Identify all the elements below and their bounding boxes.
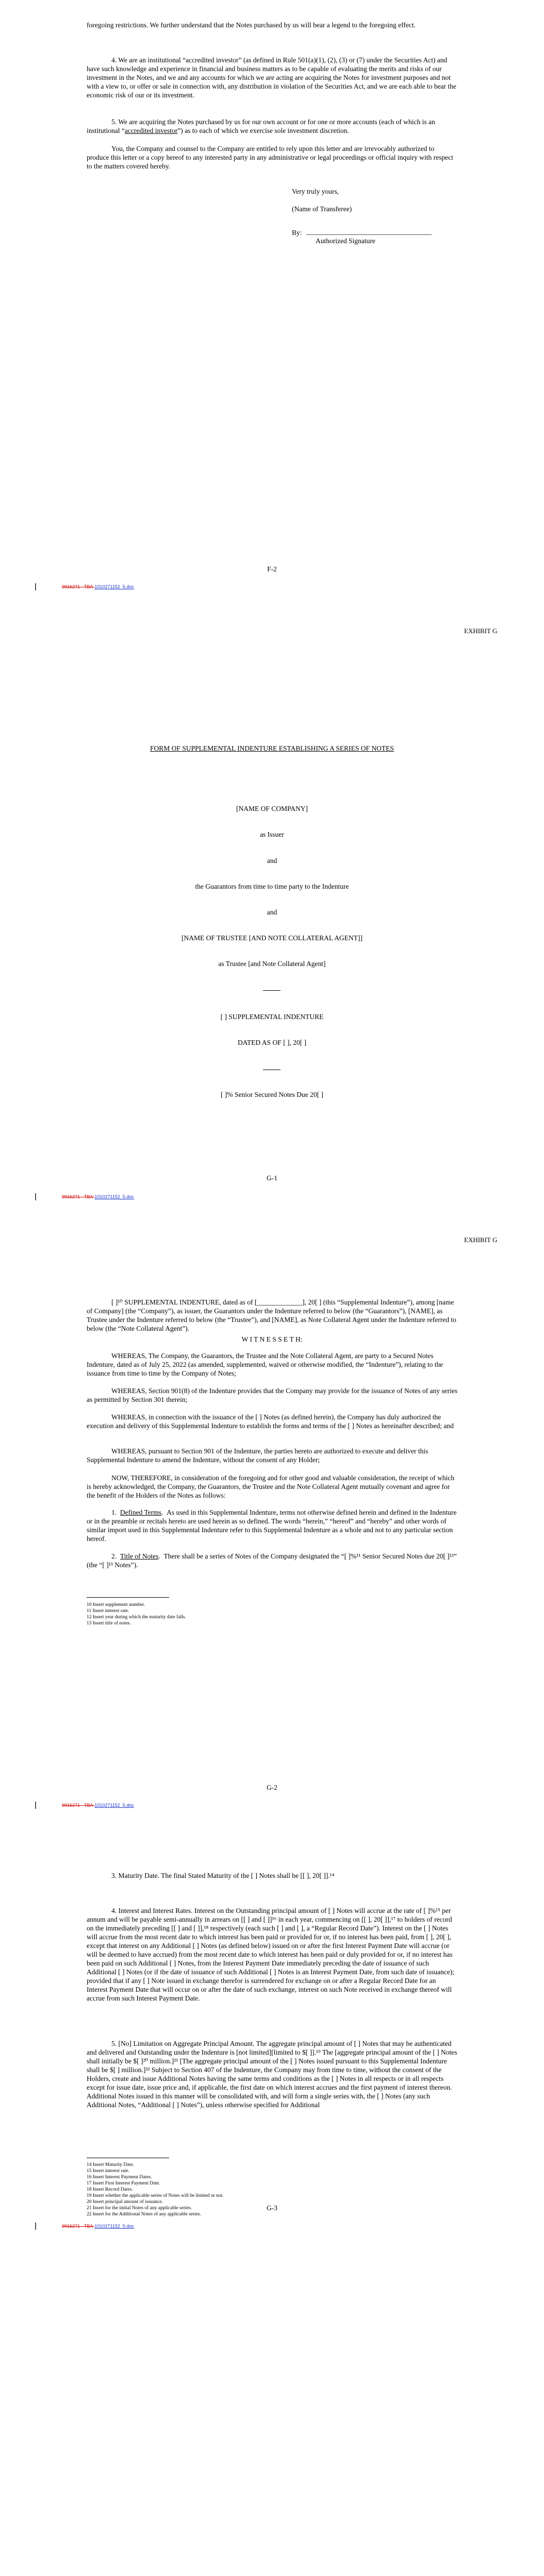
document-id-footer: 9916271 · TBA-1010271152_5.doc (62, 584, 134, 589)
whereas-clause-4: WHEREAS, pursuant to Section 901 of the Indenture, the parties hereto are authorized to execute and deliver this Supplemental Indenture to amend the Indenture, without the consent of any Holder; (87, 1447, 428, 1464)
divider-rule (263, 990, 281, 991)
section-3-maturity-date: 3. Maturity Date. The final Stated Maturity of the [ ] Notes shall be [[ ], 20[ ]].¹⁴ (111, 1872, 335, 1879)
document-id-footer: 9916271 · TBA-1010271152_5.doc (62, 1803, 134, 1808)
change-bar (35, 1193, 36, 1200)
page-number-f2: F-2 (267, 565, 277, 573)
indenture-intro: [ ]¹⁰ SUPPLEMENTAL INDENTURE, dated as of [_____________], 20[ ] (this “Supplemental Indenture”), among [name of Company] (the “Company”), as issuer, the Guarantors under the Indenture referred to below (the “Guarantors”), [NAME], as Trustee under the Indenture referred to below (the “Trustee”), and [NAME], as Note Collateral Agent under the Indenture referred to below (the “Note Collateral Agent”). (87, 1298, 456, 1332)
exhibit-label: EXHIBIT G (464, 627, 498, 635)
section-4-interest-rates: 4. Interest and Interest Rates. Interest on the Outstanding principal amount of [ ] Notes will accrue at the rate of [ ]%¹⁵ per annum and will be payable semi-annually in arrears on [[ ] and [ ]]¹⁶ in each year, commencing on [[ ], 20[ ]],¹⁷ to holders of record on the immediately preceding [[ ] and [ ]],¹⁸ respectively (each such [ ] and [ ], a “Regular Record Date”). Interest on the [ ] Notes will accrue from the most recent date to which interest has been paid or provided for or, if no interest has been paid, from [ ], 20[ ], except that interest on any Additional [ ] Notes (as defined below) issued on or after the first Interest Payment Date will accrue (or will be deemed to have accrued) from the most recent date to which interest has been paid or duly provided for or, if no interest has been paid on such Additional [ ] Notes, from the Interest Payment Date immediately preceding the date of issuance of such Additional [ ] Notes (or if the date of issuance of such Additional [ ] Notes is an Interest Payment Date, from such date of issuance); provided that if any [ ] Note issued in exchange therefor is surrendered for exchange on or after a Regular Record Date for an Interest Payment Date that will occur on or after the date of such exchange, interest on such Note received in exchange thereof will accrue from such Interest Payment Date. (87, 1907, 455, 2002)
dated-as-of: DATED AS OF [ ], 20[ ] (237, 1039, 307, 1046)
footnote-17: 17 Insert First Interest Payment Date. (87, 2181, 160, 2186)
whereas-clause-2: WHEREAS, Section 901(8) of the Indenture provides that the Company may provide for the issuance of Notes of any series as permitted by Section 301 therein; (87, 1387, 458, 1403)
footnote-15: 15 Insert interest rate. (87, 2168, 129, 2174)
footnote-21: 21 Insert for the initial Notes of any applicable series. (87, 2206, 192, 2211)
whereas-clause-3: WHEREAS, in connection with the issuance of the [ ] Notes (as defined herein), the Company has duly authorized the execution and delivery of this Supplemental Indenture to establish the forms and terms of the [ ] Notes as hereinafter described; and (87, 1413, 454, 1430)
company-name-placeholder: [NAME OF COMPANY] (236, 805, 308, 812)
footnotes-g2 (87, 1602, 448, 1626)
closing-salutation: Very truly yours, (292, 188, 339, 195)
and-connector: and (267, 908, 277, 916)
document-id-footer: 9916271 · TBA-1010271152_5.doc (62, 1194, 134, 1199)
and-connector: and (267, 857, 277, 865)
footnote-10: 10 Insert supplement number. (87, 1602, 145, 1607)
footnote-20: 20 Insert principal amount of issuance. (87, 2199, 163, 2205)
guarantors-line: the Guarantors from time to time party to the Indenture (195, 883, 349, 890)
transferee-name: (Name of Transferee) (292, 205, 352, 213)
paragraph-4-accredited-investor: 4. We are an institutional “accredited investor” (as defined in Rule 501(a)(1), (2), (3) or (7) under the Securities Act) and have such knowledge and experience in financial and business matters as to be capable of evaluating the merits and risks of our investment in the Notes, and we and any accounts for which we are acting are acquiring the Notes for investment purposes and not with a view to, or offer or sale in connection with, any distribution in violation of the Securities Act, and we are each able to bear the economic risk of our or its investment. (87, 56, 456, 99)
change-bar (35, 583, 36, 590)
section-1-defined-terms: 1. Defined Terms. As used in this Supplemental Indenture, terms not otherwise defined herein and defined in the Indenture or in the preamble or recitals hereto are used herein as so defined. The words “herein,” “hereof” and “hereby” and other words of similar import used in this Supplemental Indenture refer to this Supplemental Indenture as a whole and not to any particular section hereof. (87, 1509, 457, 1543)
section-2-title-of-notes: 2. Title of Notes. There shall be a series of Notes of the Company designated the “[ ]%¹¹ Senior Secured Notes due 20[ ]¹²” (the “[ ]¹³ Notes”). (87, 1552, 457, 1569)
authorized-signature-label: Authorized Signature (316, 237, 375, 245)
signature-line: ____________________________________ (306, 228, 432, 235)
footnote-18: 18 Insert Record Dates. (87, 2187, 133, 2192)
footnote-11: 11 Insert interest rate. (87, 1608, 129, 1614)
paragraph-5-own-account: 5. We are acquiring the Notes purchased by us for our own account or for one or more accounts (each of which is an institutional “accredited investor”) as to each of which we exercise sole investment discretion. (87, 118, 435, 134)
page-number-g3: G-3 (267, 2204, 277, 2212)
by-label: By: (292, 229, 302, 236)
change-bar (35, 1802, 36, 1809)
witnesseth-heading: W I T N E S S E T H: (241, 1335, 303, 1343)
document-id-footer: 9916271 · TBA-1010271152_5.doc (62, 2224, 134, 2229)
form-title: FORM OF SUPPLEMENTAL INDENTURE ESTABLISHING A SERIES OF NOTES (150, 744, 394, 752)
whereas-clause-1: WHEREAS, The Company, the Guarantors, the Trustee and the Note Collateral Agent, are party to a Secured Notes Indenture, dated as of July 25, 2022 (as amended, supplemented, waived or otherwise modified, the “Indenture”), relating to the issuance from time to time by the Company of Notes; (87, 1352, 443, 1377)
footnote-19: 19 Insert whether the applicable series of Notes will be limited or not. (87, 2193, 224, 2198)
footnote-16: 16 Insert Interest Payment Dates. (87, 2175, 152, 2180)
reliance-paragraph: You, the Company and counsel to the Company are entitled to rely upon this letter and are irrevocably authorized to produce this letter or a copy hereof to any interested party in any administrative or legal proceedings or official inquiry with respect to the matters covered hereby. (87, 145, 453, 170)
continued-paragraph: foregoing restrictions. We further understand that the Notes purchased by us will bear a legend to the foregoing effect. (87, 21, 416, 29)
footnote-12: 12 Insert year during which the maturity date falls. (87, 1615, 186, 1620)
footnote-22: 22 Insert for the Additional Notes of any applicable series. (87, 2212, 202, 2217)
page-number-g2: G-2 (267, 1784, 277, 1791)
change-bar (35, 2223, 36, 2230)
now-therefore-clause: NOW, THEREFORE, in consideration of the foregoing and for other good and valuable consideration, the receipt of which is hereby acknowledged, the Company, the Guarantors, the Trustee and the Note Collateral Agent mutually covenant and agree for the benefit of the Holders of the Notes as follows: (87, 1474, 455, 1499)
exhibit-label: EXHIBIT G (464, 1236, 498, 1244)
section-5-principal-amount: 5. [No] Limitation on Aggregate Principal Amount. The aggregate principal amount of [ ] Notes that may be authenticated and delivered and Outstanding under the Indenture is [not limited][limited to $[ ]].¹⁹ The [aggregate principal amount of the [ ] Notes shall initially be $[ ]²⁰ million.]²¹ [The aggregate principal amount of the [ ] Notes issued pursuant to this Supplemental Indenture shall be $[ ] million.]²² Subject to Section 407 of the Indenture, the Company may from time to time, without the consent of the Holders, create and issue Additional Notes having the same terms and conditions as the [ ] Notes in all respects or in all respects except for issue date, issue price and, if applicable, the first date on which interest accrues and the first payment of interest thereon. Additional Notes issued in this manner will be consolidated with, and will form a single series with, the [ ] Notes (any such Additional Notes, “Additional [ ] Notes”), unless otherwise specified for Additional (87, 2040, 457, 2109)
page-number-g1: G-1 (267, 1174, 277, 1182)
notes-description: [ ]% Senior Secured Notes Due 20[ ] (220, 1091, 324, 1098)
footnote-separator (87, 1597, 169, 1598)
footnote-14: 14 Insert Maturity Date. (87, 2162, 134, 2167)
supplemental-indenture-title: [ ] SUPPLEMENTAL INDENTURE (220, 1013, 324, 1021)
accredited-investor-term: accredited investor (124, 127, 178, 134)
footnote-13: 13 Insert title of notes. (87, 1621, 131, 1626)
as-issuer: as Issuer (260, 831, 284, 838)
trustee-name-placeholder: [NAME OF TRUSTEE [AND NOTE COLLATERAL AGENT]] (182, 934, 362, 942)
as-trustee: as Trustee [and Note Collateral Agent] (218, 960, 326, 968)
